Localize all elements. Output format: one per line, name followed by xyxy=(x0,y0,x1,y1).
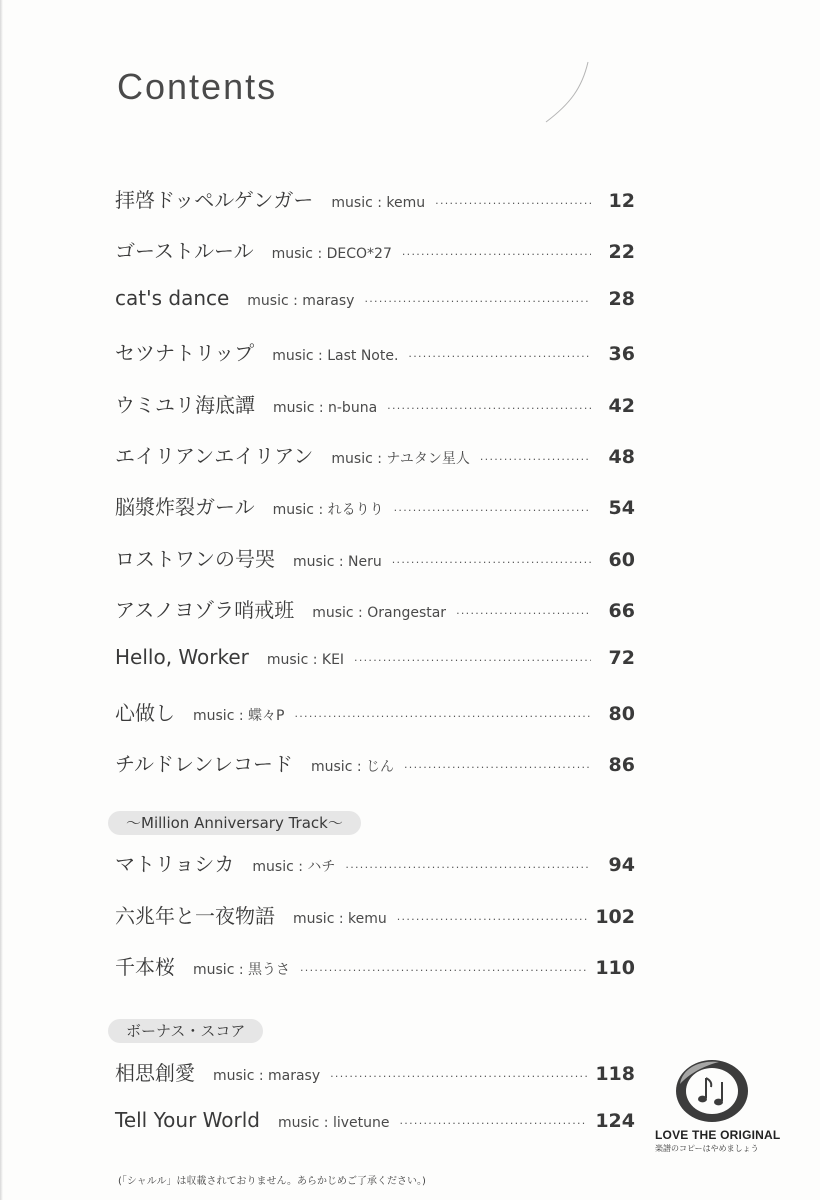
page-number: 80 xyxy=(608,703,635,725)
toc-entry[interactable] xyxy=(115,235,635,271)
page-number: 118 xyxy=(595,1063,635,1085)
song-title: ロストワンの号哭 xyxy=(115,547,275,571)
music-credit: music : marasy xyxy=(247,293,355,309)
toc-entry[interactable] xyxy=(115,697,635,733)
page-number: 66 xyxy=(608,600,635,622)
music-credit: music : ハチ xyxy=(252,859,336,875)
logo-subtext: 楽譜のコピーはやめましょう xyxy=(655,1144,759,1153)
music-credit: music : 黒うさ xyxy=(193,962,291,978)
song-title: 拝啓ドッペルゲンガー xyxy=(115,188,314,212)
dot-leader xyxy=(394,504,591,517)
music-credit: music : marasy xyxy=(213,1068,321,1084)
music-credit: music : kemu xyxy=(331,195,426,211)
page-number: 72 xyxy=(608,647,635,669)
toc-entry[interactable] xyxy=(115,337,635,373)
song-title: ゴーストルール xyxy=(115,239,254,263)
dot-leader xyxy=(400,1117,588,1130)
page-title: Contents xyxy=(117,66,278,107)
toc-entry[interactable] xyxy=(115,389,635,425)
song-title: チルドレンレコード xyxy=(115,752,293,776)
music-credit: music : 蝶々P xyxy=(193,708,285,724)
song-title: cat's dance xyxy=(115,286,230,310)
page-number: 60 xyxy=(608,549,635,571)
dot-leader xyxy=(435,197,591,210)
section-heading-bonus: ボーナス・スコア xyxy=(108,1019,263,1043)
toc-entry[interactable] xyxy=(115,645,635,681)
toc-entry[interactable] xyxy=(115,900,635,936)
page-number: 102 xyxy=(595,906,635,928)
song-title: 心做し xyxy=(115,701,175,725)
page-number: 42 xyxy=(608,395,635,417)
toc-entry[interactable] xyxy=(115,594,635,630)
music-credit: music : じん xyxy=(311,759,395,775)
song-title: Hello, Worker xyxy=(115,645,249,669)
music-credit: music : livetune xyxy=(277,1115,390,1131)
dot-leader xyxy=(397,913,588,926)
dot-leader xyxy=(294,710,591,723)
page-number: 110 xyxy=(595,957,635,979)
music-credit: music : ナユタン星人 xyxy=(331,451,470,467)
page-number: 12 xyxy=(608,190,635,212)
dot-leader xyxy=(300,964,587,977)
dot-leader xyxy=(402,248,591,261)
section-heading-million: ～Million Anniversary Track～ xyxy=(108,811,361,835)
toc-entry[interactable] xyxy=(115,491,635,527)
music-credit: music : KEI xyxy=(266,652,345,668)
toc-entry[interactable] xyxy=(115,951,635,987)
music-credit: music : kemu xyxy=(293,911,387,927)
page-number: 124 xyxy=(595,1110,635,1132)
dot-leader xyxy=(345,861,591,874)
music-credit: music : Neru xyxy=(293,554,382,570)
song-title: 相思創愛 xyxy=(115,1061,195,1085)
decorative-stroke xyxy=(0,0,820,140)
footnote: (「シャルル」は収載されておりません。あらかじめご了承ください。) xyxy=(118,1176,426,1187)
page-number: 54 xyxy=(608,497,635,519)
song-title: アスノヨゾラ哨戒班 xyxy=(115,598,295,622)
dot-leader xyxy=(364,295,591,308)
music-credit: music : Last Note. xyxy=(272,348,399,364)
song-title: 脳漿炸裂ガール xyxy=(115,495,255,519)
page-edge-shadow xyxy=(0,0,3,1200)
dot-leader xyxy=(392,556,591,569)
dot-leader xyxy=(354,654,591,667)
page-number: 94 xyxy=(608,854,635,876)
page-number: 28 xyxy=(608,288,635,310)
toc-entry[interactable] xyxy=(115,543,635,579)
song-title: ウミユリ海底譚 xyxy=(115,393,255,417)
music-credit: music : n-buna xyxy=(273,400,378,416)
toc-entry[interactable] xyxy=(115,1108,635,1144)
song-title: マトリョシカ xyxy=(115,852,235,876)
song-title: Tell Your World xyxy=(115,1108,260,1132)
toc-entry[interactable] xyxy=(115,286,635,322)
dot-leader xyxy=(408,350,591,363)
song-title: エイリアンエイリアン xyxy=(115,444,314,468)
page-number: 22 xyxy=(608,241,635,263)
music-credit: music : れるりり xyxy=(272,502,384,518)
dot-leader xyxy=(480,453,591,466)
dot-leader xyxy=(456,607,591,620)
song-title: セツナトリップ xyxy=(115,341,255,365)
toc-entry[interactable] xyxy=(115,748,635,784)
page-number: 36 xyxy=(608,343,635,365)
music-credit: music : Orangestar xyxy=(312,605,447,621)
page-number: 86 xyxy=(608,754,635,776)
logo-text: LOVE THE ORIGINAL xyxy=(655,1128,781,1142)
music-credit: music : DECO*27 xyxy=(271,246,392,262)
toc-entry[interactable] xyxy=(115,1057,635,1093)
toc-entry[interactable] xyxy=(115,440,635,476)
dot-leader xyxy=(404,761,591,774)
dot-leader xyxy=(387,402,591,415)
toc-entry[interactable] xyxy=(115,848,635,884)
page-number: 48 xyxy=(608,446,635,468)
toc-entry[interactable] xyxy=(115,184,635,220)
dot-leader xyxy=(330,1070,587,1083)
song-title: 六兆年と一夜物語 xyxy=(115,904,275,928)
song-title: 千本桜 xyxy=(115,955,175,979)
music-note-icon xyxy=(673,1058,751,1124)
love-the-original-logo xyxy=(655,1058,781,1154)
